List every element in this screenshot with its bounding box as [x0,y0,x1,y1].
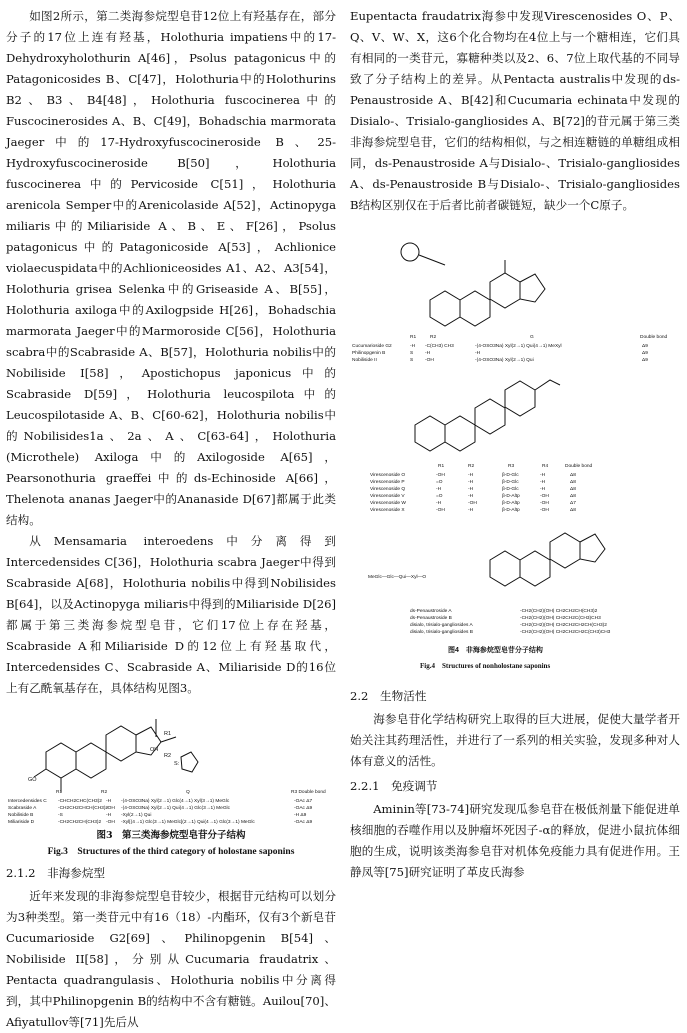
right-paragraph-1: Eupentacta fraudatrix海参中发现Virescenosides O、P、Q、V、W、X，这6个化合物均在4位上与一个糖相连，它们具有相同的一类苷元，寡糖种类以及2、6、7位上取代基的不同导致了分子结构上的差异。从Pentacta australis中发现的ds-Penaustroside A、B[42]和Cucumaria echinata中发现的Disialo-、Trisialo-gangliosides A、B[72]的苷元属于第三类非海参烷型皂苷，它们的结构相似，与之相连糖链的单糖组成相同，ds-Penaustroside A与Disialo-、Trisialo-gangliosides A、ds-Penaustroside B与Disialo-、Trisialo-gangliosides B结构区别仅在于后者比前者碳链短，缺少一个C原子。 [350,9,680,212]
fig3-row-name: Nobiliside B [8,813,34,818]
fig3-row-name: Scabraside A [8,806,37,811]
fig4-mid-th: R4 [542,464,549,469]
fig4-bottom-rows [410,608,611,635]
fig4-mid-th: Double bond [565,464,593,469]
fig4-top-cell: -C(CH3) CH3 [425,344,454,349]
fig4-mid-cell: Δ8 [570,473,576,478]
fig4-mid-cell: =O [436,480,443,485]
fig4-top-cell: -H [410,344,416,349]
fig4-top-cell: -(4-OSO3Na) Xyl(2→1) Qui [475,358,534,363]
fig4-mid-cell: Virescenoside O [370,473,406,478]
fig4-mid-cell: β-D-Altp [502,501,520,506]
fig3-caption-cn: 图3 第三类海参烷型皂苷分子结构 [96,830,246,841]
fig3-cell: -(4-OSO3Na) Xyl(2→1) Qui(4→1) Glc(3→1) MeGlc [121,806,231,811]
fig4-bottom-cell: disialo, trisialo-gangliosides A [410,623,473,628]
left-paragraph-2: 从Mensamaria interoedens中分离得到Intercedensides C[36]，Holothuria scabra Jaeger中得到Scabraside A[68]，Holothuria nobilis中得到Nobilisides B[64]，以及Actinopyga miliaris中得到的Miliariside D[26]都属于第三类海参烷型皂苷，它们17位上存在羟基，Scabraside A和Miliariside D的12位上有羟基取代，Intercedensides C、Scabraside A、Miliariside D的16位上有乙酰氧基存在，具体结构见图3。 [6,534,336,695]
fig3-cell: -(4-OSO3Na) Xyl(2→1) Glc(4→1) Xyl(3→1) MeGlc [121,799,230,804]
left-column [6,6,336,1033]
fig4-mid-cell: Δ8 [570,508,576,513]
fig4-mid-cell: Δ8 [570,480,576,485]
fig4-mid-cell: -H [436,487,442,492]
fig3-row-name: Miliariside D [8,820,35,825]
fig4-top-cell: Δ9 [642,351,648,356]
fig4-mid-skeleton [415,380,560,451]
fig4-bottom-cell: -CH2(CH2)(OH) CH2CH2CH2C(CH3)CH3 [520,630,611,635]
fig4-top-th: R1 [410,335,417,340]
section-2-2-title: 2.2 生物活性 [350,689,427,703]
fig4-mid-cell: Virescenoside W [370,501,406,506]
fig4-bottom-skeleton [490,533,605,586]
fig3-th-r3: R3 Double bond [291,790,326,795]
fig4-top-th: Double bond [640,335,668,340]
fig4-mid-th: R2 [468,464,475,469]
fig4-mid-cell: Δ8 [570,487,576,492]
fig4-top-cell: Philinopgenin B [352,351,386,356]
fig4-mid-cell: β-D-Altp [502,508,520,513]
fig4-mid-th: R1 [438,464,445,469]
fig4-mid-cell: -H [436,501,442,506]
fig4-mid-cell: -H [540,487,546,492]
fig4-top-cell: Cucumarioside G2 [352,344,392,349]
fig4-mid-cell: -H [468,473,474,478]
fig4-mid-cell: =O [436,494,443,499]
fig3-cell: -H [106,799,112,804]
fig3-caption-en: Fig.3 Structures of the third category of holostane saponins [47,847,295,857]
fig4-top-skeleton [401,243,545,326]
fig4-mid-cell: -H [468,480,474,485]
fig4-mid-cell: Virescenoside X [370,508,405,513]
fig4-mid-cell: -H [468,487,474,492]
fig4-bottom-cell: -CH2(CH2)(OH) CH2CH2C(CH3)CH3 [520,616,601,621]
fig4-top-cell: Nobiliside II [352,358,377,363]
fig3-label-go: GO [28,777,37,783]
fig4-bottom-cell: ds-Penaustroside B [410,616,452,621]
fig4-mid-cell: Virescenoside V [370,494,405,499]
fig4-mid-cell: -H [540,480,546,485]
fig4-mid-cell: -OH [436,473,445,478]
fig4-bottom-cell: -CH2(CH2)(OH) CH2CH2CH(CH3)2 [520,609,598,614]
fig3-cell: -OH [106,820,115,825]
fig3-cell: -CH2CH2CHCH(CH3)2 [58,806,109,811]
fig4-top-th: G [530,335,534,340]
fig4-mid-cell: -H [540,473,546,478]
fig3-table-rows [8,798,312,825]
figure-4-structures [350,220,680,682]
fig4-mid-cell: -OH [436,508,445,513]
fig3-label-oh: OH [150,747,159,753]
fig4-mid-cell: -OH [540,501,549,506]
fig3-label-r1: R1 [164,731,172,737]
fig4-mid-cell: Virescenoside Q [370,487,406,492]
fig4-mid-cell: Δ7 [570,501,576,506]
right-column [350,6,680,883]
left-paragraph-1: 如图2所示，第二类海参烷型皂苷12位上有羟基存在，部分分子的17位上连有羟基，Holothuria impatiens中的17-Dehydroxyholothurin A[46]，Psolus patagonicus中的Patagonicosides B、C[47]，Holothuria中的Holothurins B2、B3、B4[48]，Holothuria fuscocinerea中的Fuscocinerosides A、B、C[49]，Bohadschia marmorata Jaeger中的17-Hydroxyfuscocineroside B、25-Hydroxyfuscocineroside B[50]，Holothuria fuscocinerea中的Pervicoside C[51]，Holothuria arenicola Semper中的Arenicolaside A[52]，Actinopyga miliaris中的Miliariside A、B、E、F[26]，Psolus patagonicus中的Patagonicoside A[53]，Achlionice violaecuspidata中的Achlioniceosides A1、A2、A3[54]，Holothuria grisea Selenka中的Griseaside A、B[55]，Holothuria axiloga中的Axilogpside H[26]，Bohadschia marmorata Jaeger中的Marmoroside C[56]，Holothuria scabra中的Scabraside A、B[57]，Holothuria nobilis中的Nobiliside I[58]，Apostichopus japonicus中的Scabraside D[59]，Holothuria leucospilota中的Leucospilotaside A、B、C[60-62]，Holothuria nobilis中的Nobilisides1a、2a、A、C[63-64]，Holothuria (Microthele) Axiloga中的Axilogoside A[65]，Pearsonothuria graeffei中的ds-Echinoside A[66]，Thelenota ananas Jaeger中的Ananaside D[67]都属于此类结构。 [6,9,336,527]
fig4-mid-cell: -OH [540,494,549,499]
fig4-mid-cell: -OH [540,508,549,513]
fig3-label-s: S: [174,761,180,767]
fig3-cell: -OAc Δ9 [294,806,313,811]
fig3-cell: -Xyl[(4→1) Glc(3→1) MeGlc](2→1) Qui(4→1) Glc(3→1) MeGlc [121,820,255,825]
fig4-mid-th: R3 [508,464,515,469]
fig3-cell: -CH2CH2CH(CH3)2 [58,820,102,825]
fig4-mid-cell: -H [468,494,474,499]
fig4-mid-cell: -H [468,508,474,513]
fig4-mid-cell: Δ8 [570,494,576,499]
fig4-top-cell: Δ9 [642,344,648,349]
fig4-top-cell: -OH [425,358,434,363]
section-2-2-1-title: 2.2.1 免疫调节 [350,779,438,793]
fig4-mid-cell: β-D-Altp [502,494,520,499]
fig4-top-cell: S [410,358,414,363]
fig4-top-th: R2 [430,335,437,340]
figure-4 [350,220,680,682]
right-paragraph-2: 海参皂苷化学结构研究上取得的巨大进展，促使大量学者开始关注其药理活性，并进行了一系列的相关实验，发现多种对人体有意义的活性。 [350,712,680,768]
fig3-th-r1: R1 [56,790,63,795]
fig3-cell: -OAc Δ7 [294,799,313,804]
fig3-th-q: Q [186,790,190,795]
right-paragraph-3: Aminin等[73-74]研究发现瓜参皂苷在极低剂量下能促进单核细胞的吞噬作用以及肿瘤坏死因子-α的释放，促进小鼠抗体细胞的生成，说明该类海参皂苷对机体免疫能力具有促进作用。王静凤等[75]研究证明了革皮氏海参 [350,802,680,879]
fig4-mid-cell: -OH [468,501,477,506]
fig4-bottom-cell: disialo, trisialo-gangliosides B [410,630,473,635]
fig4-bottom-cell: ds-Penaustroside A [410,609,452,614]
fig3-cell: -S [58,813,63,818]
fig3-th-r2: R2 [101,790,108,795]
fig4-top-cell: -H [425,351,431,356]
fig3-row-name: Intercedensides C [8,799,47,804]
figure-3 [6,707,336,827]
fig3-cell: -H [106,813,112,818]
fig3-cell: -Xyl(2→1) Qui [121,813,152,818]
section-2-1-2-title: 2.1.2 非海参烷型 [6,866,106,880]
fig4-caption-cn: 图4 非海参烷型皂苷分子结构 [448,647,543,654]
fig3-cell: -OAc Δ9 [294,820,313,825]
fig3-cell: -CHCH2CHC(CH3)2 [58,799,102,804]
fig4-mid-cell: Virescenoside P [370,480,405,485]
fig4-top-cell: -H [475,351,481,356]
fig3-cell: -OH [106,806,115,811]
fig4-sugar-chain: MeGlc—Glc—Qui—Xyl—O [368,575,427,580]
figure-3-structure [6,707,336,827]
fig4-mid-cell: β-D-Glc [502,480,519,485]
fig3-label-r2: R2 [164,753,172,759]
fig4-bottom-cell: -CH2(CH2)(OH) CH2CH2CH2CH(CH3)2 [520,623,607,628]
fig4-caption-en: Fig.4 Structures of nonholostane saponins [420,662,551,670]
fig4-mid-cell: β-D-Glc [502,473,519,478]
fig3-cell: -H Δ9 [294,813,307,818]
fig4-top-cell: -(4-OSO3Na) Xyl(2→1) Qui(4→1) MeXyl [475,344,562,349]
fig4-mid-rows [370,472,576,513]
fig4-mid-cell: β-D-Glc [502,487,519,492]
left-paragraph-3: 近年来发现的非海参烷型皂苷较少，根据苷元结构可以划分为3种类型。第一类苷元中有16（18）-内酯环，仅有3个新皂苷Cucumarioside G2[69]、Philinopgenin B[54]、Nobiliside II[58]，分别从Cucumaria fraudatrix、Pentacta quadrangulasis、Holothuria nobilis中分离得到，其中Philinopgenin B的结构中不含有糖链。Auilou[70]、Afiyatullov等[71]先后从 [6,889,336,1029]
fig4-top-cell: Δ9 [642,358,648,363]
fig4-top-cell: S [410,351,414,356]
